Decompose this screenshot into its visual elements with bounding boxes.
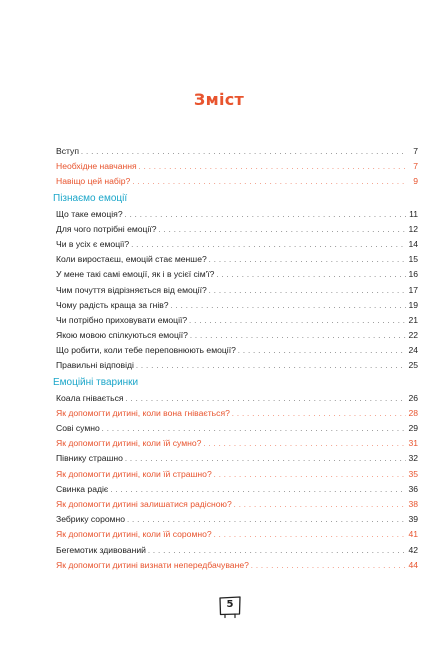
toc-entry-label: Якою мовою спілкуються емоції? bbox=[56, 330, 188, 341]
toc-entry-page: 31 bbox=[408, 438, 418, 449]
toc-entry-page: 38 bbox=[408, 498, 418, 509]
toc-entry-page: 19 bbox=[408, 299, 418, 310]
toc-entry bbox=[56, 283, 418, 298]
toc-entry-page: 21 bbox=[408, 314, 418, 325]
toc-entry bbox=[56, 252, 418, 267]
toc-leader-dots bbox=[159, 223, 406, 238]
toc-entry bbox=[56, 174, 418, 189]
toc-entry-label: Як допомогти дитині, коли їй соромно? bbox=[56, 529, 212, 540]
toc-entry bbox=[56, 558, 418, 573]
toc-entry-label: Коала гнівається bbox=[56, 392, 124, 403]
section-heading-emotions: Пізнаємо емоції bbox=[53, 192, 128, 204]
toc-entry-label: Що робити, коли тебе переповнюють емоції? bbox=[56, 345, 236, 356]
toc-entry-label: Навіщо цей набір? bbox=[56, 176, 131, 187]
toc-entry bbox=[56, 222, 418, 237]
toc-entry bbox=[56, 328, 418, 343]
toc-entry-label: Чим почуття відрізняється від емоції? bbox=[56, 284, 207, 295]
toc-entry-page: 7 bbox=[413, 146, 418, 156]
toc-leader-dots bbox=[214, 528, 406, 543]
table-of-contents bbox=[53, 144, 418, 573]
toc-leader-dots bbox=[148, 544, 406, 559]
toc-entry-page: 24 bbox=[408, 345, 418, 356]
toc-entry bbox=[56, 391, 418, 406]
toc-entry bbox=[56, 237, 418, 252]
toc-entry-label: Необхідне навчання bbox=[56, 161, 137, 172]
toc-entry bbox=[56, 467, 418, 482]
toc-entry bbox=[56, 512, 418, 527]
toc-entry-label: Як допомогти дитині, коли їй сумно? bbox=[56, 438, 202, 449]
toc-entry-label: Як допомогти дитині, коли вона гнівається? bbox=[56, 407, 230, 418]
toc-leader-dots bbox=[131, 238, 406, 253]
toc-entry-label: Півнику страшно bbox=[56, 453, 123, 464]
toc-entry-page: 15 bbox=[408, 254, 418, 265]
toc-entry bbox=[56, 482, 418, 497]
toc-entry bbox=[56, 159, 418, 174]
toc-entry-page: 35 bbox=[408, 468, 418, 479]
toc-entry-label: Зебрику соромно bbox=[56, 514, 126, 525]
toc-entry-page: 25 bbox=[408, 360, 418, 371]
toc-leader-dots bbox=[139, 160, 406, 175]
toc-entry bbox=[56, 358, 418, 373]
toc-entry-label: Як допомогти дитині залишатися радісною? bbox=[56, 498, 232, 509]
toc-leader-dots bbox=[81, 145, 406, 160]
intro-list bbox=[56, 144, 418, 190]
toc-entry-label: Що таке емоція? bbox=[56, 208, 123, 219]
toc-entry bbox=[56, 527, 418, 542]
toc-leader-dots bbox=[125, 208, 406, 223]
toc-entry-label: Як допомогти дитині визнати непередбачуване? bbox=[56, 559, 249, 570]
toc-leader-dots bbox=[125, 452, 406, 467]
toc-leader-dots bbox=[234, 498, 406, 513]
toc-leader-dots bbox=[126, 392, 406, 407]
toc-entry bbox=[56, 451, 418, 466]
toc-entry bbox=[56, 343, 418, 358]
section2-list bbox=[56, 391, 418, 573]
toc-entry-page: 14 bbox=[408, 238, 418, 249]
toc-leader-dots bbox=[171, 299, 406, 314]
toc-leader-dots bbox=[136, 359, 406, 374]
toc-leader-dots bbox=[189, 314, 406, 329]
toc-entry-page: 29 bbox=[408, 423, 418, 433]
toc-leader-dots bbox=[216, 268, 406, 283]
toc-entry-label: Сові сумно bbox=[56, 423, 100, 433]
toc-entry-label: Свинка радіє bbox=[56, 483, 109, 494]
toc-leader-dots bbox=[132, 175, 406, 190]
toc-entry-label: Правильні відповіді bbox=[56, 360, 134, 371]
toc-leader-dots bbox=[251, 559, 406, 574]
toc-entry bbox=[56, 267, 418, 282]
toc-entry-label: Чи потрібно приховувати емоції? bbox=[56, 314, 188, 325]
toc-entry-page: 12 bbox=[408, 223, 418, 234]
toc-entry bbox=[56, 497, 418, 512]
toc-entry-label: Вступ bbox=[56, 146, 80, 156]
toc-entry-label: Коли виростаєш, емоцій стає менше? bbox=[56, 254, 207, 265]
toc-leader-dots bbox=[203, 437, 406, 452]
toc-leader-dots bbox=[110, 483, 406, 498]
page-number-badge bbox=[217, 593, 243, 619]
toc-entry-label: Бегемотик здивований bbox=[56, 544, 146, 555]
toc-entry bbox=[56, 436, 418, 451]
toc-leader-dots bbox=[209, 253, 406, 268]
section-heading-animals: Емоційні тваринки bbox=[53, 376, 139, 388]
toc-entry bbox=[56, 207, 418, 222]
toc-entry-page: 26 bbox=[408, 392, 418, 403]
toc-entry-page: 9 bbox=[413, 176, 418, 187]
toc-entry-label: Для чого потрібні емоції? bbox=[56, 223, 157, 234]
toc-leader-dots bbox=[238, 344, 406, 359]
toc-entry bbox=[56, 543, 418, 558]
toc-entry-label: У мене такі самі емоції, як і в усієї сім'ї? bbox=[56, 269, 215, 280]
toc-entry-page: 36 bbox=[408, 483, 418, 494]
toc-entry bbox=[56, 313, 418, 328]
toc-entry bbox=[56, 406, 418, 421]
toc-entry-page: 41 bbox=[408, 529, 418, 540]
toc-entry bbox=[56, 421, 418, 436]
toc-entry-page: 22 bbox=[408, 330, 418, 341]
toc-leader-dots bbox=[127, 513, 406, 528]
toc-entry bbox=[56, 298, 418, 313]
toc-entry-page: 32 bbox=[408, 453, 418, 464]
page-title: Зміст bbox=[193, 90, 245, 109]
toc-leader-dots bbox=[209, 284, 406, 299]
toc-entry-page: 44 bbox=[408, 559, 418, 570]
toc-entry-label: Чи в усіх є емоції? bbox=[56, 238, 130, 249]
toc-entry-page: 16 bbox=[408, 269, 418, 280]
toc-entry-page: 7 bbox=[413, 161, 418, 172]
toc-leader-dots bbox=[190, 329, 406, 344]
toc-entry-label: Як допомогти дитині, коли їй страшно? bbox=[56, 468, 212, 479]
toc-leader-dots bbox=[214, 468, 406, 483]
toc-entry-page: 11 bbox=[409, 208, 418, 219]
toc-entry-label: Чому радість краща за гнів? bbox=[56, 299, 169, 310]
toc-leader-dots bbox=[102, 422, 406, 437]
toc-entry-page: 42 bbox=[408, 544, 418, 555]
toc-entry bbox=[56, 144, 418, 159]
toc-leader-dots bbox=[232, 407, 406, 422]
page-number: 5 bbox=[226, 599, 234, 610]
toc-entry-page: 39 bbox=[408, 514, 418, 525]
section1-list bbox=[56, 207, 418, 374]
toc-entry-page: 28 bbox=[408, 407, 418, 418]
toc-entry-page: 17 bbox=[408, 284, 418, 295]
